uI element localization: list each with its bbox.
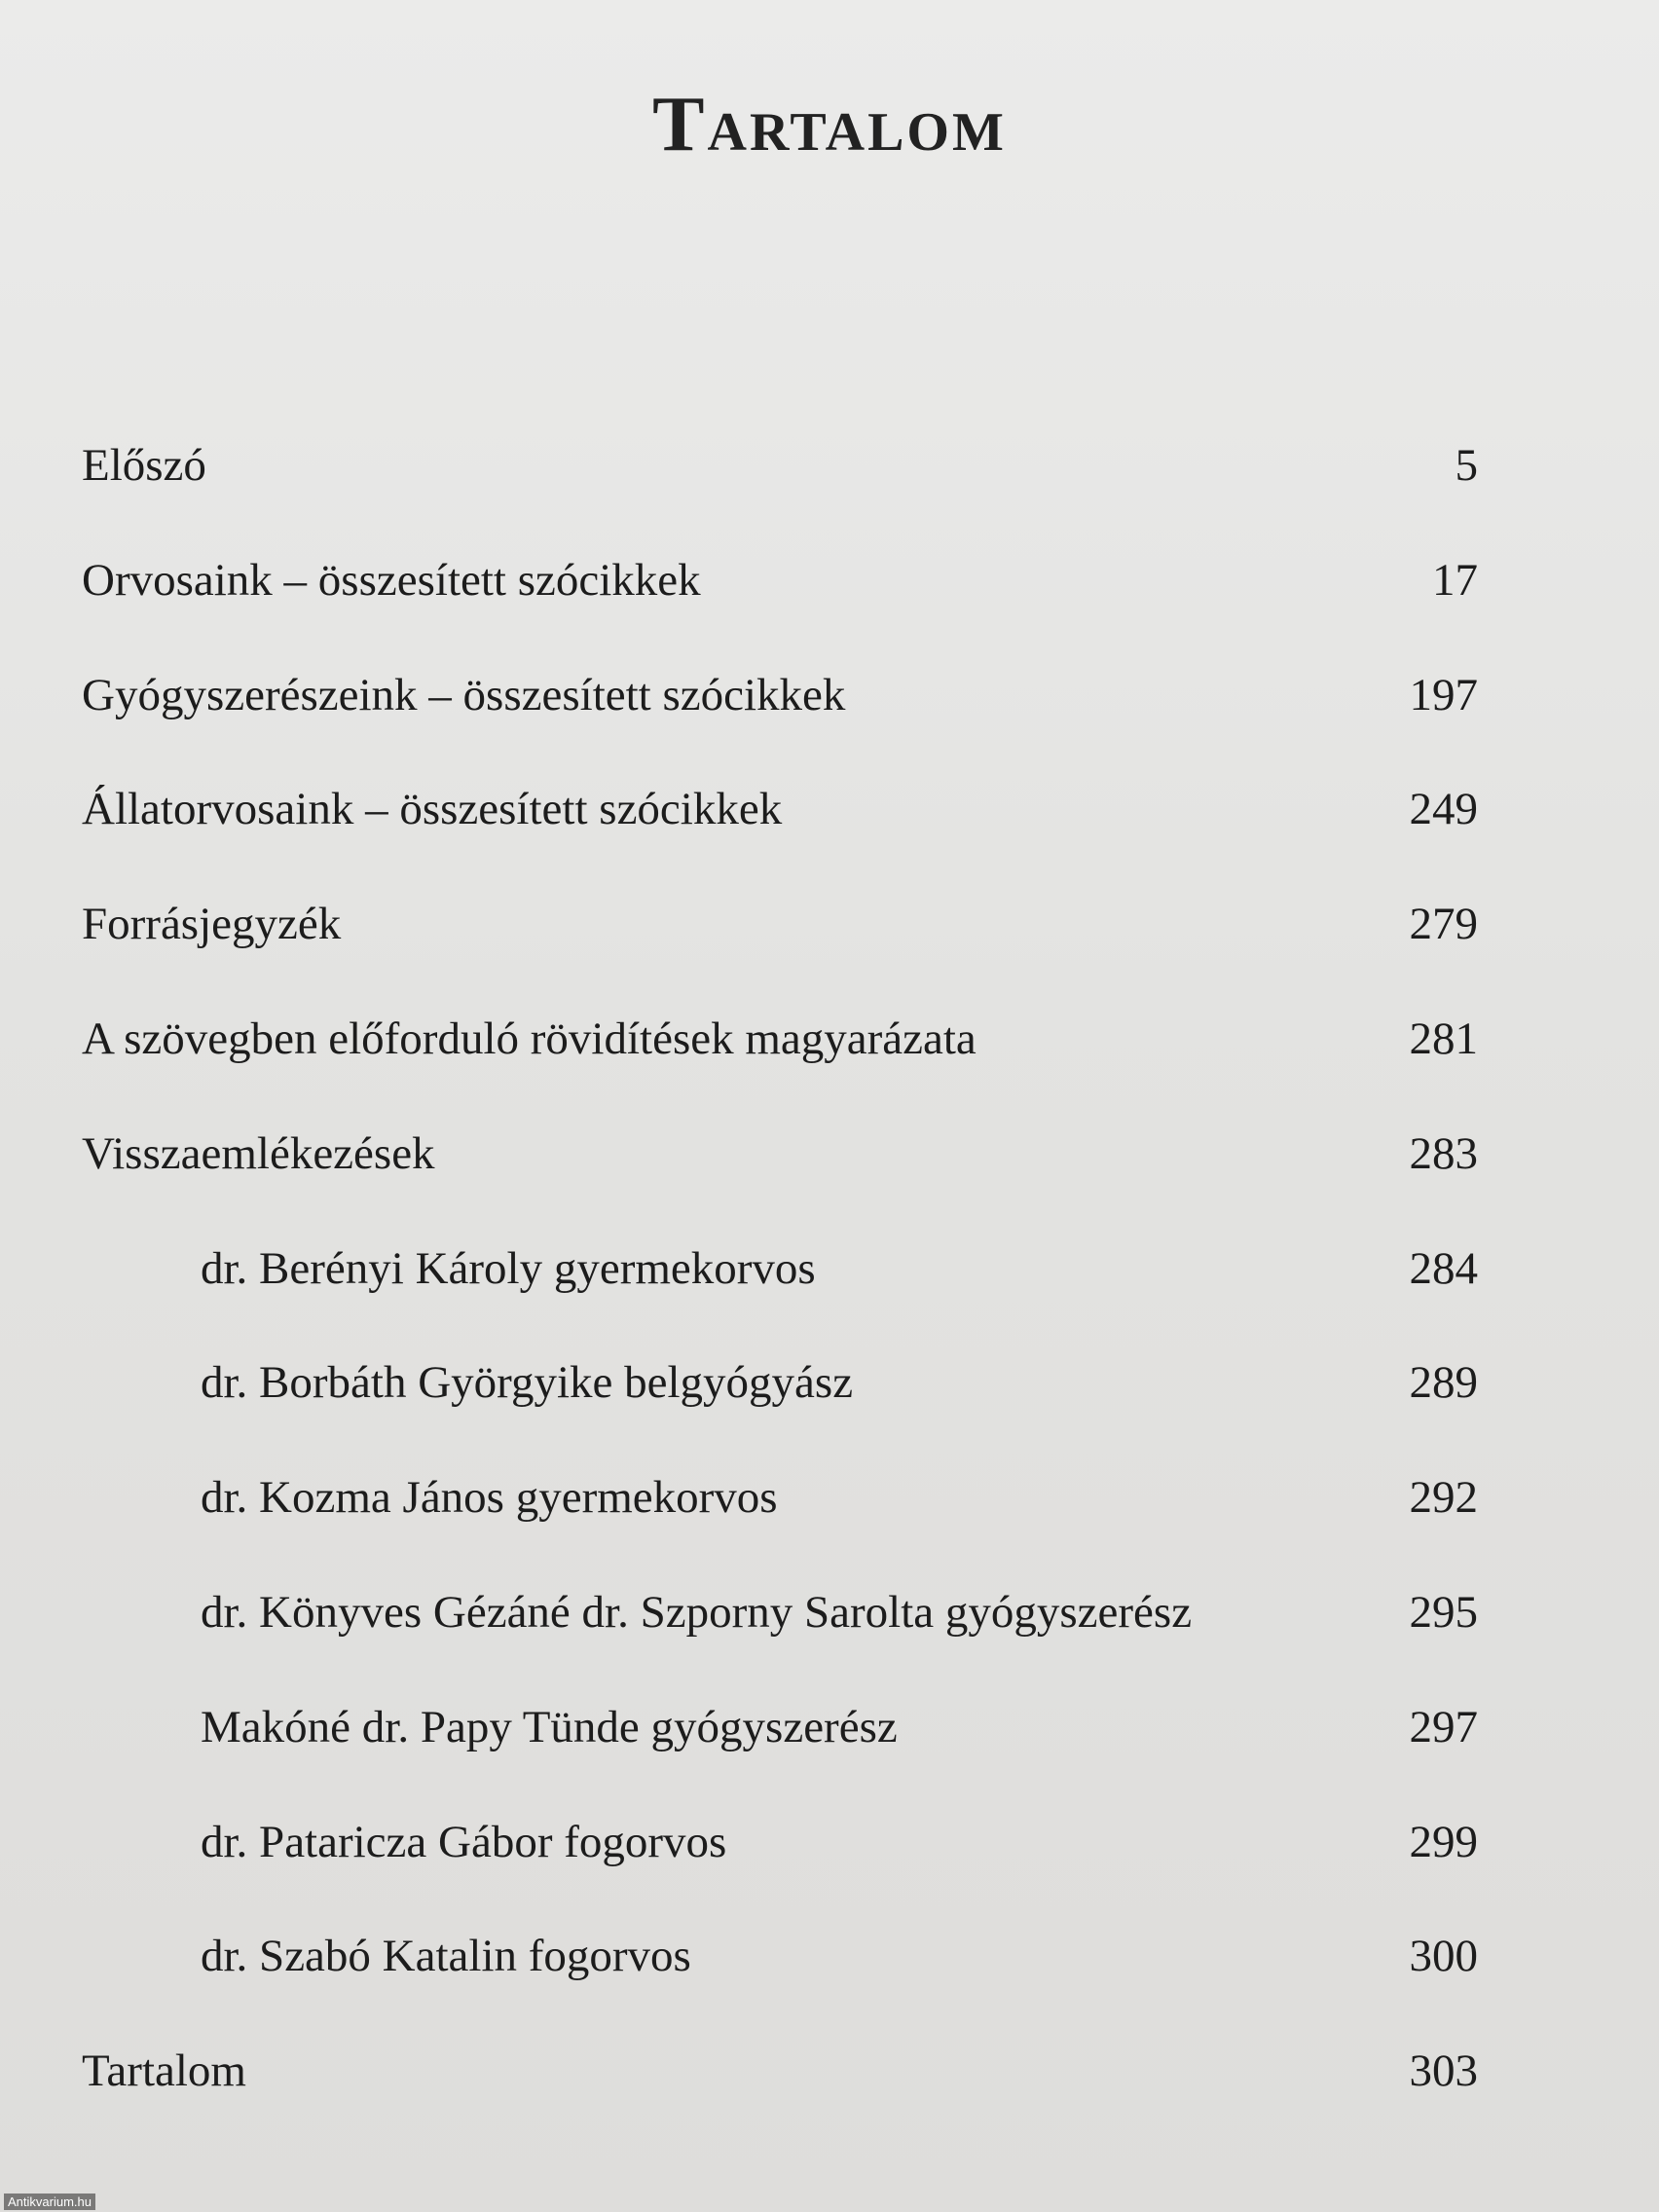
toc-entry [0,436,1659,495]
toc-entry [0,1124,1659,1183]
toc-entry-label: Állatorvosaink – összesített szócikkek [82,784,783,834]
toc-entry [0,1583,1659,1641]
toc-entry-page-number: 284 [1409,1243,1478,1294]
toc-entry [0,895,1659,953]
toc-entry-label: dr. Berényi Károly gyermekorvos [201,1243,816,1294]
toc-entry-page-number: 295 [1409,1587,1478,1638]
toc-entry-label: Orvosaink – összesített szócikkek [82,555,701,606]
toc-entry-page-number: 283 [1409,1128,1478,1179]
toc-entry-label: A szövegben előforduló rövidítések magyarázata [82,1014,977,1064]
toc-entry-page-number: 17 [1432,555,1478,606]
toc-entry [0,1813,1659,1871]
toc-entry-label: Visszaemlékezések [82,1128,435,1179]
toc-entry-label: dr. Szabó Katalin fogorvos [201,1931,691,1981]
toc-entry-label: Előszó [82,440,206,491]
toc-entry-page-number: 281 [1409,1014,1478,1064]
toc-entry-page-number: 5 [1455,440,1478,491]
toc-entry [0,1010,1659,1068]
toc-entry-page-number: 300 [1409,1931,1478,1981]
toc-entry-label: Tartalom [82,2046,246,2096]
toc-entry [0,1698,1659,1756]
toc-entry [0,1239,1659,1298]
toc-entry [0,2042,1659,2100]
toc-entry-label: dr. Pataricza Gábor fogorvos [201,1817,727,1867]
toc-entry-label: dr. Könyves Gézáné dr. Szporny Sarolta gyógyszerész [201,1587,1193,1638]
toc-entry [0,1468,1659,1527]
toc-entry-label: Forrásjegyzék [82,899,342,949]
toc-entry [0,1927,1659,1985]
toc-entry-label: dr. Borbáth Györgyike belgyógyász [201,1357,854,1408]
toc-entry-page-number: 303 [1409,2046,1478,2096]
toc-entry-label: Makóné dr. Papy Tünde gyógyszerész [201,1702,898,1752]
toc-entry [0,666,1659,724]
toc-entry-page-number: 197 [1409,670,1478,720]
toc-entry-page-number: 299 [1409,1817,1478,1867]
toc-entry-label: Gyógyszerészeink – összesített szócikkek [82,670,846,720]
toc-entry-page-number: 292 [1409,1472,1478,1523]
toc-entry [0,1353,1659,1412]
toc-entry-page-number: 249 [1409,784,1478,834]
toc-entry [0,551,1659,609]
toc-entry-label: dr. Kozma János gyermekorvos [201,1472,778,1523]
toc-entry-page-number: 297 [1409,1702,1478,1752]
page-title: Tartalom [652,82,1007,167]
watermark: Antikvarium.hu [4,2194,95,2210]
toc-entry-page-number: 289 [1409,1357,1478,1408]
toc-entry-page-number: 279 [1409,899,1478,949]
toc-entry [0,780,1659,838]
